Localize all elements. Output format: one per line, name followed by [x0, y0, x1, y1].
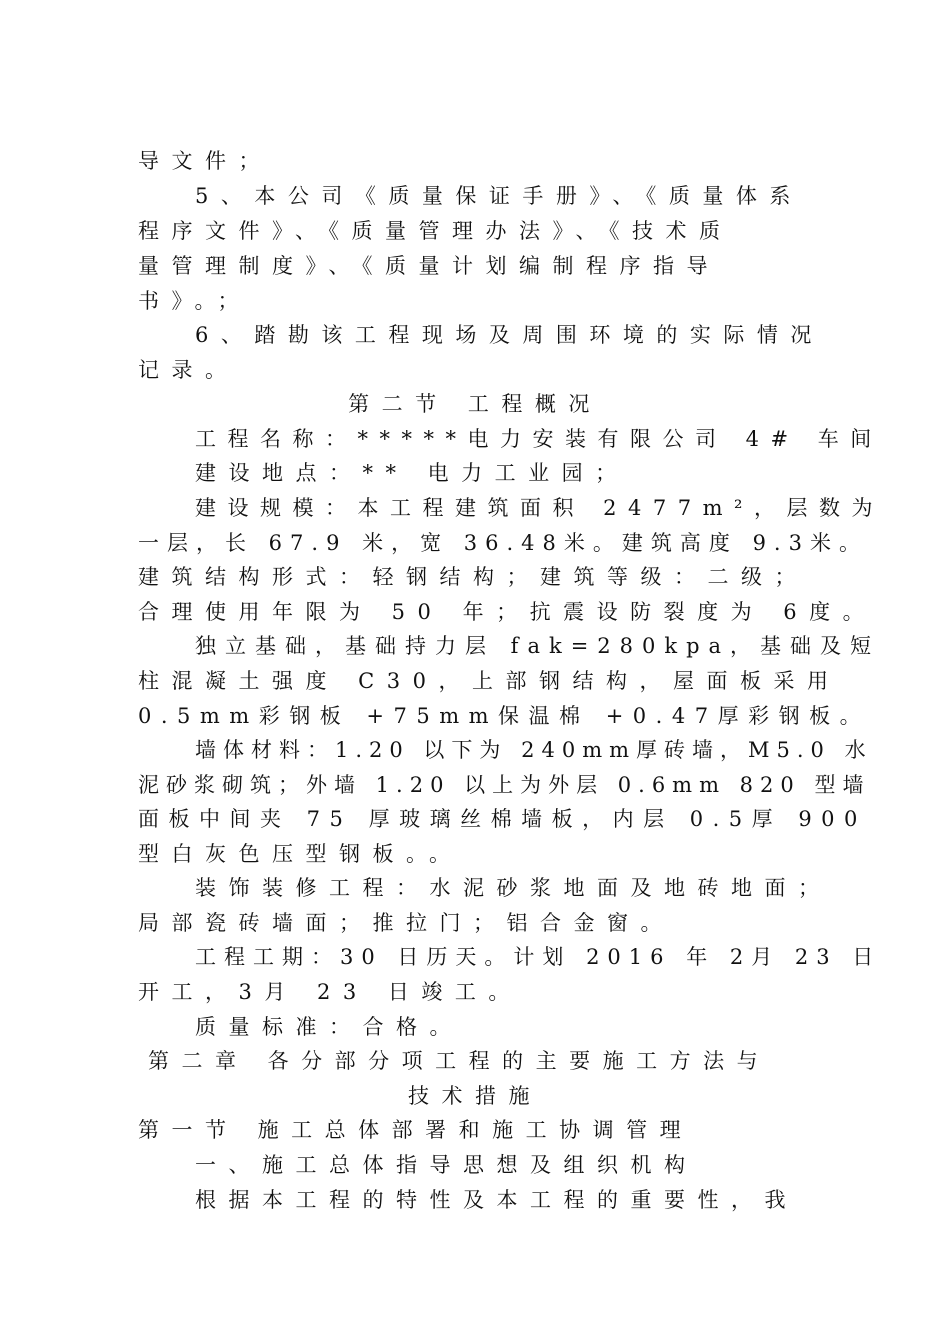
text-line: 型白灰色压型钢板。。	[138, 842, 463, 866]
list-item-5: 5、本公司《质量保证手册》、《质量体系	[195, 184, 803, 208]
chapter-heading: 第二章 各分部分项工程的主要施工方法与	[148, 1049, 771, 1073]
text-line: 柱混凝土强度 C30，上部钢结构，屋面板采用	[138, 669, 841, 693]
schedule-paragraph: 工程工期：30 日历天。计划 2016 年 2月 23 日	[195, 945, 882, 969]
text-line: 一层，长 67.9 米，宽 36.48米。建筑高度 9.3米。	[138, 531, 868, 555]
text-line-continuation: 导文件；	[138, 149, 272, 173]
text-line: 局部瓷砖墙面；推拉门；铝合金窗。	[138, 911, 674, 935]
text-line: 泥砂浆砌筑；外墙 1.20 以上为外层 0.6mm 820 型墙	[138, 773, 871, 797]
text-line: 书》。；	[138, 289, 251, 313]
item-heading: 一、施工总体指导思想及组织机构	[195, 1153, 698, 1177]
text-line: 开工，3月 23 日竣工。	[138, 980, 522, 1004]
text-line: 程序文件》、《质量管理办法》、《技术质	[138, 219, 733, 243]
text-line: 建筑结构形式：轻钢结构；建筑等级：二级；	[138, 565, 808, 589]
wall-material-paragraph: 墙体材料：1.20 以下为 240mm厚砖墙，M5.0 水	[195, 738, 873, 762]
decoration-paragraph: 装饰装修工程：水泥砂浆地面及地砖地面；	[195, 876, 832, 900]
text-line: 面板中间夹 75 厚玻璃丝棉墙板，内层 0.5厚 900	[138, 807, 867, 831]
text-line: 记录。	[138, 358, 239, 382]
text-line: 量管理制度》、《质量计划编制程序指导	[138, 254, 720, 278]
foundation-paragraph: 独立基础，基础持力层 fak=280kpa，基础及短	[195, 634, 881, 658]
list-item-6: 6、踏勘该工程现场及周围环境的实际情况	[195, 323, 824, 347]
subsection-heading: 第一节 施工总体部署和施工协调管理	[138, 1118, 694, 1142]
project-scale: 建设规模：本工程建筑面积 2477m²，层数为	[195, 496, 884, 520]
text-line: 合理使用年限为 50 年；抗震设防裂度为 6度。	[138, 600, 877, 624]
text-line: 根据本工程的特性及本工程的重要性，我	[195, 1188, 798, 1212]
text-line: 0.5mm彩钢板 +75mm保温棉 +0.47厚彩钢板。	[138, 704, 871, 728]
section-heading: 第二节 工程概况	[348, 392, 602, 416]
project-name: 工程名称：*****电力安装有限公司 4# 车间	[195, 427, 883, 451]
quality-standard: 质量标准：合格。	[195, 1015, 463, 1039]
project-location: 建设地点：** 电力工业园；	[195, 461, 629, 485]
chapter-heading-continuation: 技术措施	[408, 1084, 542, 1108]
